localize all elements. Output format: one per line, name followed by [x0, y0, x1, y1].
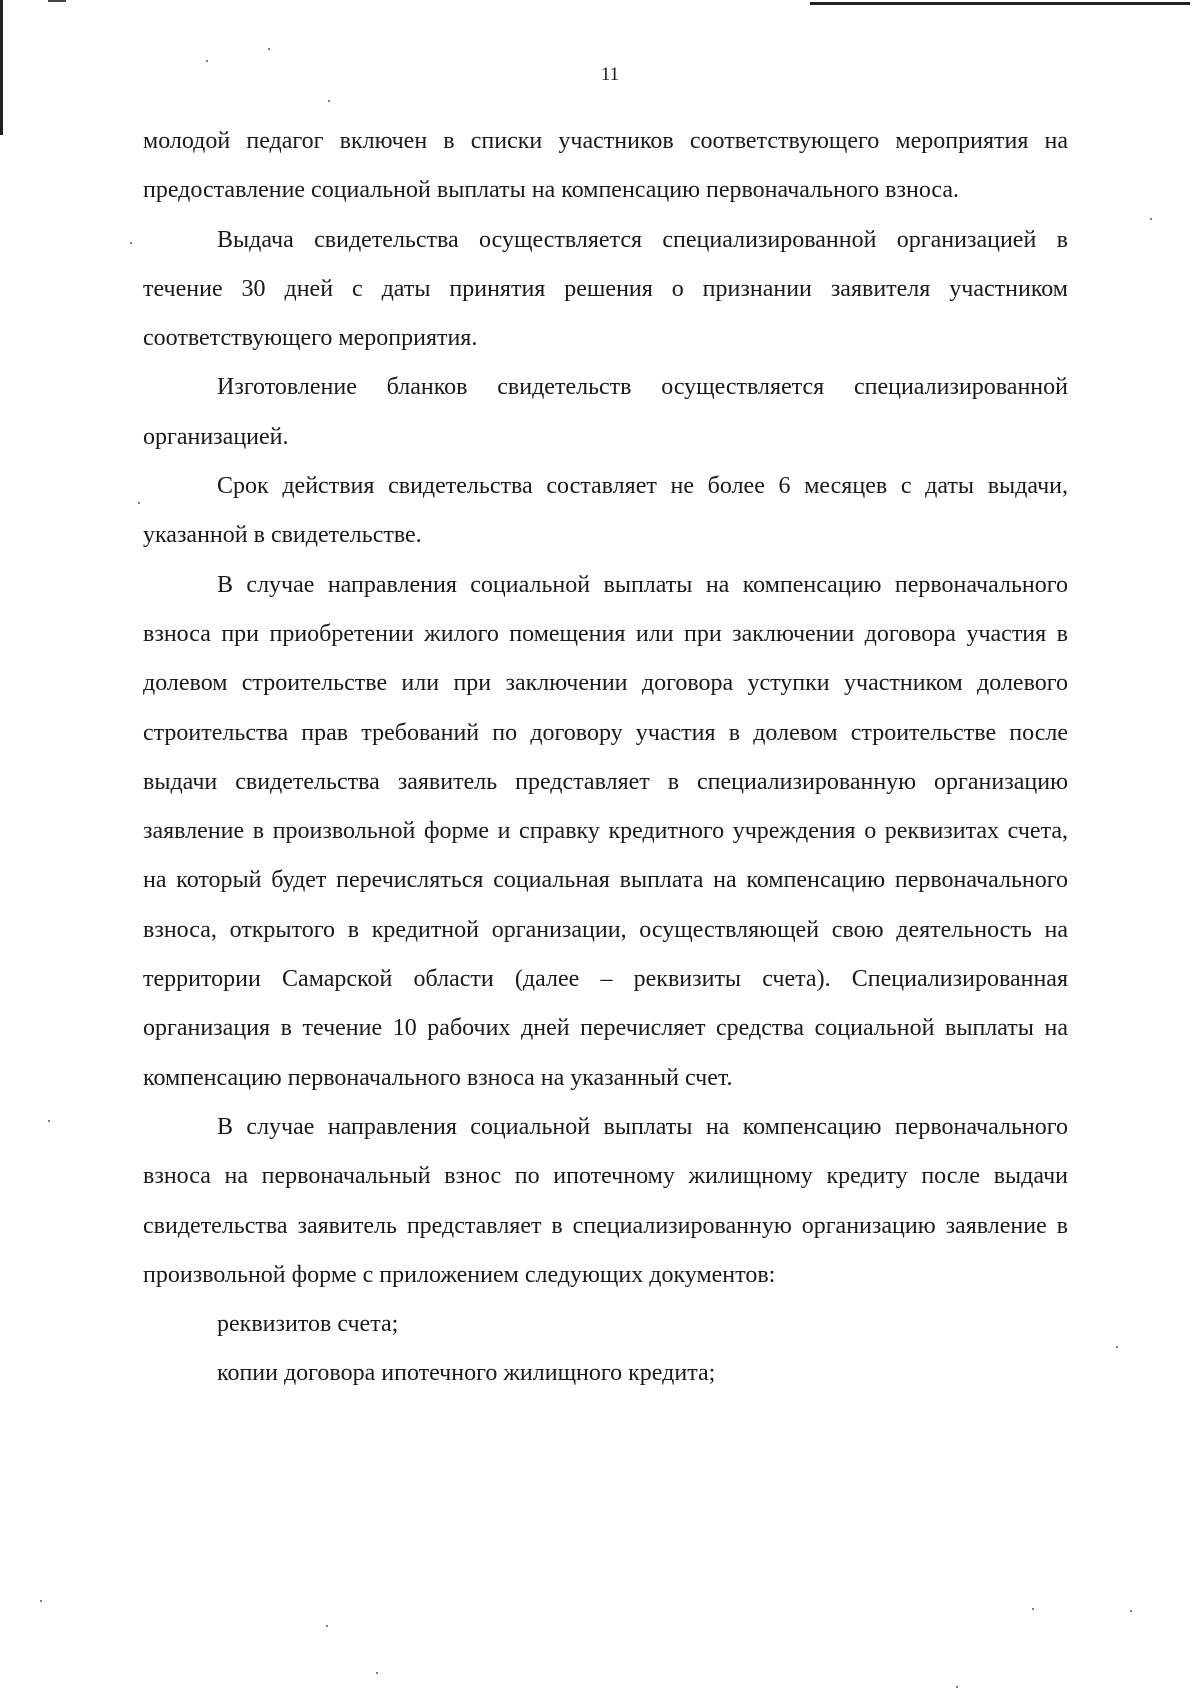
scan-edge-topleft — [48, 0, 66, 2]
scan-edge-top — [810, 2, 1190, 5]
scan-speck — [376, 1672, 378, 1674]
scan-speck — [268, 48, 270, 50]
scan-speck — [1032, 1608, 1034, 1610]
paragraph: В случае направления социальной выплаты на компенсацию первоначального взноса при приобретении жилого помещения или при заключении договора участия в долевом строительстве или при заключении договора уступки участником долевого строительства прав требований по договору участия в долевом строительстве после выдачи свидетельства заявитель представляет в специализированную организацию заявление в произвольной форме и справку кредитного учреждения о реквизитах счета, на который будет перечисляться социальная выплата на компенсацию первоначального взноса, открытого в кредитной организации, осуществляющей свою деятельность на территории Самарской области (далее – реквизиты счета). Специализированная организация в течение 10 рабочих дней перечисляет средства социальной выплаты на компенсацию первоначального взноса на указанный счет. — [143, 571, 1068, 1091]
paragraph: Изготовление бланков свидетельств осуществляется специализированной организацией. — [143, 374, 1068, 450]
scan-speck — [956, 1686, 958, 1688]
paragraph: копии договора ипотечного жилищного кредита; — [217, 1360, 716, 1387]
scan-speck — [138, 502, 140, 504]
scan-speck — [40, 1600, 42, 1602]
paragraph: молодой педагог включен в списки участников соответствующего мероприятия на предоставление социальной выплаты на компенсацию первоначального взноса. — [143, 128, 1068, 204]
scan-speck — [206, 60, 208, 62]
scan-speck — [48, 1120, 50, 1122]
scan-speck — [1150, 218, 1152, 220]
paragraph: реквизитов счета; — [217, 1311, 399, 1338]
scan-speck — [326, 1625, 328, 1627]
scan-speck — [130, 242, 132, 244]
paragraph: Выдача свидетельства осуществляется специализированной организацией в течение 30 дней с даты принятия решения о признании заявителя участником соответствующего мероприятия. — [143, 226, 1068, 352]
document-body — [143, 117, 1068, 1399]
page-number: 11 — [600, 64, 620, 85]
scan-speck — [1116, 1346, 1118, 1348]
paragraph: Срок действия свидетельства составляет не более 6 месяцев с даты выдачи, указанной в свидетельстве. — [143, 473, 1068, 549]
scan-speck — [1130, 1610, 1132, 1612]
paragraph: В случае направления социальной выплаты на компенсацию первоначального взноса на первоначальный взнос по ипотечному жилищному кредиту после выдачи свидетельства заявитель представляет в специализированную организацию заявление в произвольной форме с приложением следующих документов: — [143, 1113, 1068, 1288]
scan-speck — [328, 100, 330, 102]
